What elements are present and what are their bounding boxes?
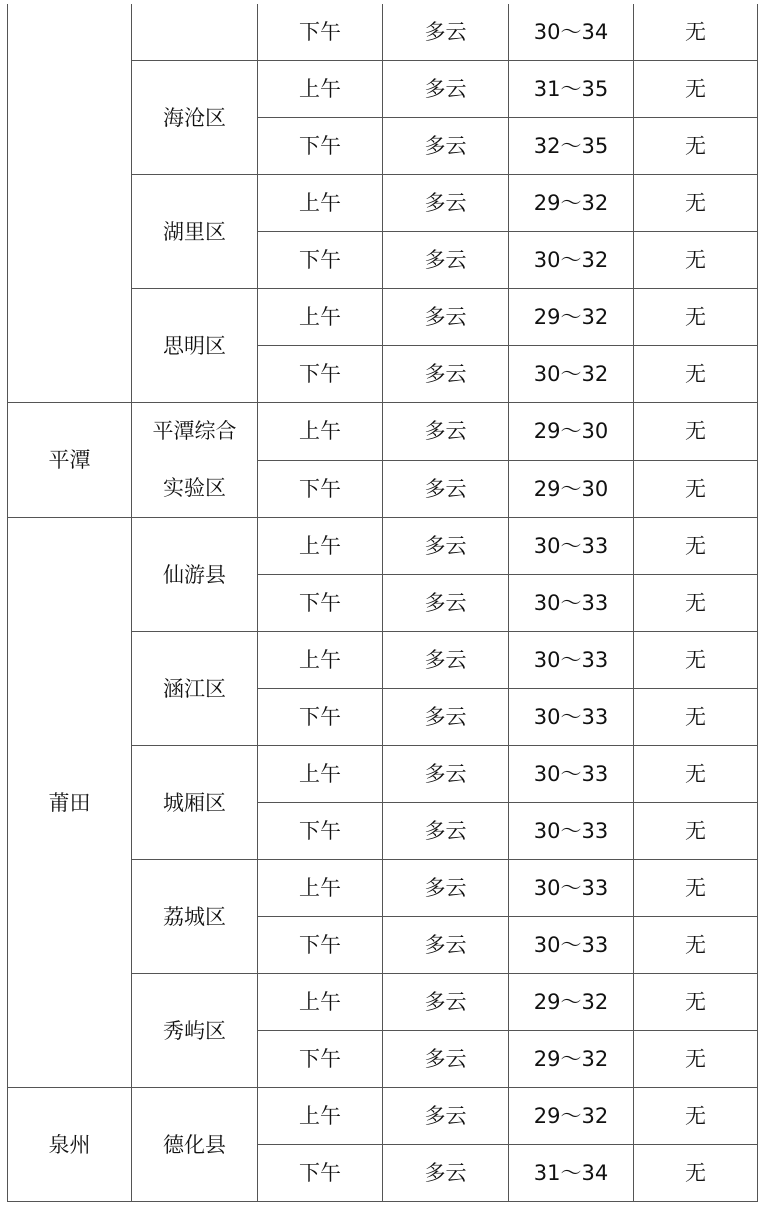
period-cell: 上午 [258, 518, 383, 575]
district-name-line: 实验区 [163, 476, 226, 500]
weather-forecast-table [7, 4, 758, 1202]
period-cell: 上午 [258, 289, 383, 346]
temperature-cell: 30～34 [509, 4, 634, 61]
forecast-table-container [7, 4, 757, 1212]
weather-cell: 多云 [383, 118, 509, 175]
district-cell [132, 61, 258, 175]
period-cell: 上午 [258, 632, 383, 689]
district-cell [132, 974, 258, 1088]
district-cell [132, 746, 258, 860]
temperature-cell: 30～33 [509, 746, 634, 803]
weather-cell: 多云 [383, 460, 509, 518]
period-cell: 上午 [258, 860, 383, 917]
warning-cell: 无 [634, 289, 758, 346]
temperature-cell: 31～34 [509, 1145, 634, 1202]
warning-cell: 无 [634, 632, 758, 689]
temperature-cell: 30～33 [509, 917, 634, 974]
region-cell: 平潭 [8, 403, 132, 518]
period-cell: 下午 [258, 917, 383, 974]
weather-cell: 多云 [383, 4, 509, 61]
weather-cell: 多云 [383, 346, 509, 403]
warning-cell: 无 [634, 61, 758, 118]
temperature-cell: 29～32 [509, 974, 634, 1031]
period-cell: 下午 [258, 1031, 383, 1088]
district-cell [132, 175, 258, 289]
period-cell: 下午 [258, 575, 383, 632]
district-name-line: 仙游县 [163, 562, 226, 587]
temperature-cell: 31～35 [509, 61, 634, 118]
warning-cell: 无 [634, 860, 758, 917]
warning-cell: 无 [634, 346, 758, 403]
warning-cell: 无 [634, 746, 758, 803]
period-cell: 下午 [258, 689, 383, 746]
temperature-cell: 30～32 [509, 346, 634, 403]
temperature-cell: 29～30 [509, 403, 634, 461]
warning-cell: 无 [634, 118, 758, 175]
warning-cell: 无 [634, 403, 758, 461]
period-cell: 上午 [258, 974, 383, 1031]
warning-cell: 无 [634, 689, 758, 746]
period-cell: 下午 [258, 232, 383, 289]
weather-cell: 多云 [383, 1031, 509, 1088]
weather-cell: 多云 [383, 575, 509, 632]
region-cell: 莆田 [8, 518, 132, 1088]
district-cell [132, 632, 258, 746]
forecast-table-body [8, 4, 758, 1202]
district-name-line: 秀屿区 [163, 1018, 226, 1043]
weather-cell: 多云 [383, 175, 509, 232]
weather-cell: 多云 [383, 518, 509, 575]
region-cell: 泉州 [8, 1088, 132, 1202]
district-cell [132, 4, 258, 61]
temperature-cell: 30～33 [509, 689, 634, 746]
period-cell: 下午 [258, 4, 383, 61]
period-cell: 下午 [258, 118, 383, 175]
weather-cell: 多云 [383, 746, 509, 803]
warning-cell: 无 [634, 917, 758, 974]
temperature-cell: 30～33 [509, 518, 634, 575]
warning-cell: 无 [634, 575, 758, 632]
warning-cell: 无 [634, 518, 758, 575]
period-cell: 下午 [258, 1145, 383, 1202]
district-name-line: 涵江区 [163, 676, 226, 701]
temperature-cell: 30～32 [509, 232, 634, 289]
weather-cell: 多云 [383, 860, 509, 917]
table-row [8, 518, 758, 575]
district-name-line: 湖里区 [163, 219, 226, 244]
warning-cell: 无 [634, 460, 758, 518]
period-cell: 下午 [258, 346, 383, 403]
warning-cell: 无 [634, 1088, 758, 1145]
weather-cell: 多云 [383, 403, 509, 461]
table-row [8, 4, 758, 61]
district-name-line: 思明区 [163, 333, 226, 358]
temperature-cell: 32～35 [509, 118, 634, 175]
warning-cell: 无 [634, 175, 758, 232]
period-cell: 上午 [258, 746, 383, 803]
warning-cell: 无 [634, 232, 758, 289]
weather-cell: 多云 [383, 917, 509, 974]
district-name-line: 德化县 [163, 1132, 226, 1157]
district-name-line: 城厢区 [163, 790, 226, 815]
weather-cell: 多云 [383, 61, 509, 118]
temperature-cell: 29～32 [509, 1031, 634, 1088]
weather-cell: 多云 [383, 1088, 509, 1145]
weather-cell: 多云 [383, 232, 509, 289]
period-cell: 上午 [258, 175, 383, 232]
district-cell [132, 289, 258, 403]
warning-cell: 无 [634, 1031, 758, 1088]
region-cell [8, 4, 132, 403]
weather-cell: 多云 [383, 803, 509, 860]
temperature-cell: 30～33 [509, 575, 634, 632]
temperature-cell: 29～32 [509, 289, 634, 346]
district-cell [132, 860, 258, 974]
district-cell [132, 518, 258, 632]
temperature-cell: 30～33 [509, 803, 634, 860]
warning-cell: 无 [634, 803, 758, 860]
weather-cell: 多云 [383, 632, 509, 689]
temperature-cell: 29～32 [509, 1088, 634, 1145]
district-cell [132, 1088, 258, 1202]
temperature-cell: 29～30 [509, 460, 634, 518]
warning-cell: 无 [634, 1145, 758, 1202]
period-cell: 上午 [258, 403, 383, 461]
table-row [8, 403, 758, 461]
period-cell: 下午 [258, 460, 383, 518]
weather-cell: 多云 [383, 289, 509, 346]
district-cell [132, 403, 258, 518]
warning-cell: 无 [634, 974, 758, 1031]
period-cell: 上午 [258, 61, 383, 118]
table-row [8, 1088, 758, 1145]
period-cell: 上午 [258, 1088, 383, 1145]
temperature-cell: 30～33 [509, 632, 634, 689]
district-name-line: 平潭综合 [152, 419, 237, 443]
period-cell: 下午 [258, 803, 383, 860]
weather-cell: 多云 [383, 689, 509, 746]
weather-cell: 多云 [383, 1145, 509, 1202]
temperature-cell: 29～32 [509, 175, 634, 232]
weather-cell: 多云 [383, 974, 509, 1031]
district-name-line: 荔城区 [163, 904, 226, 929]
temperature-cell: 30～33 [509, 860, 634, 917]
warning-cell: 无 [634, 4, 758, 61]
district-name-line: 海沧区 [163, 105, 226, 130]
